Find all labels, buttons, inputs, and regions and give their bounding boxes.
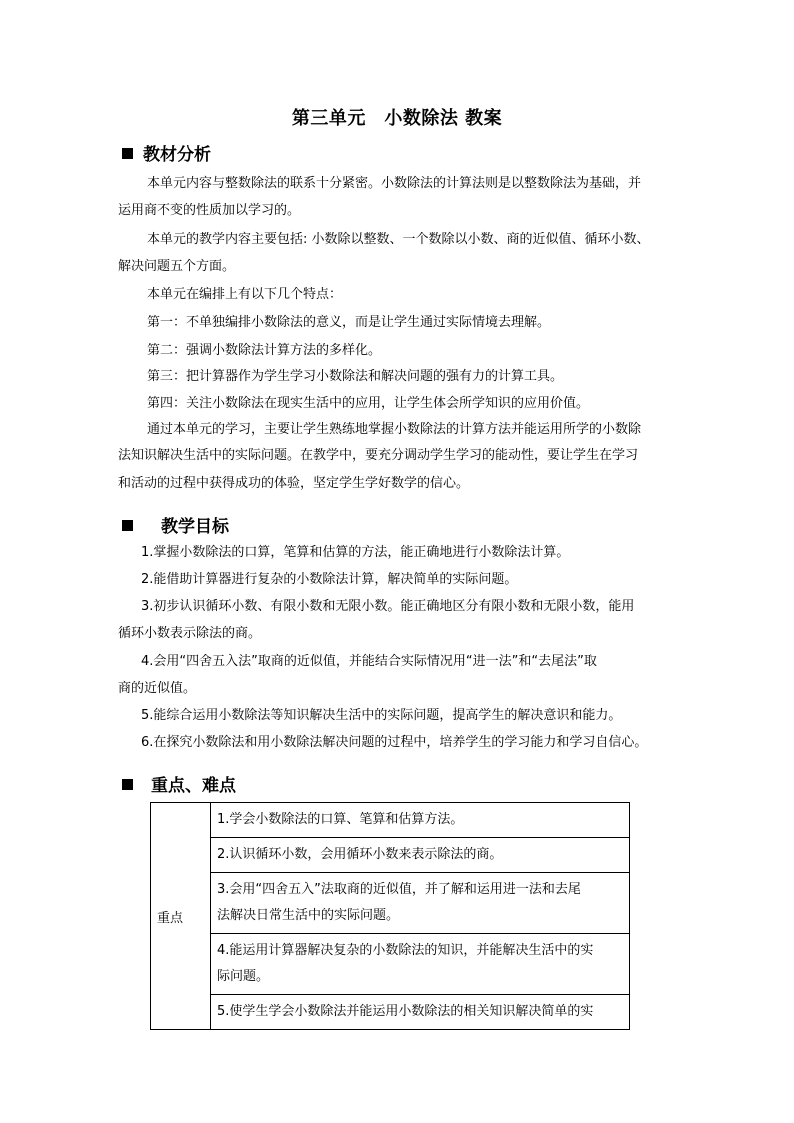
key-points-table <box>150 802 630 1030</box>
analysis-line: 法知识解决生活中的实际问题。在教学中，要充分调动学生学习的能动性，要让学生在学习 <box>118 448 639 463</box>
analysis-line: 通过本单元的学习，主要让学生熟练地掌握小数除法的计算方法并能运用所学的小数除 <box>147 422 642 437</box>
table-row <box>151 803 630 838</box>
analysis-line: 第四：关注小数除法在现实生活中的应用，让学生体会所学知识的应用价值。 <box>147 396 590 411</box>
key-item: 2.认识循环小数，会用循环小数来表示除法的商。 <box>211 838 630 873</box>
analysis-line: 第三：把计算器作为学生学习小数除法和解决问题的强有力的计算工具。 <box>147 369 564 384</box>
key-item: 1.学会小数除法的口算、笔算和估算方法。 <box>211 803 630 838</box>
table-row <box>151 995 630 1030</box>
analysis-line: 第二：强调小数除法计算方法的多样化。 <box>147 343 382 358</box>
analysis-line: 本单元的教学内容主要包括: 小数除以整数、一个数除以小数、商的近似值、循环小数、 <box>147 232 650 247</box>
key-item: 3.会用“四舍五入”法取商的近似值，并了解和运用进一法和去尾 法解决日常生活中的实际问题。 <box>211 873 630 934</box>
square-bullet-icon <box>122 520 133 531</box>
table-row <box>151 873 630 934</box>
square-bullet-icon <box>122 779 133 790</box>
analysis-line: 本单元内容与整数除法的联系十分紧密。小数除法的计算法则是以整数除法为基础，并 <box>147 176 642 191</box>
analysis-line: 第一：不单独编排小数除法的意义，而是让学生通过实际情境去理解。 <box>147 315 551 330</box>
goal-line: 1.掌握小数除法的口算，笔算和估算的方法，能正确地进行小数除法计算。 <box>141 545 570 560</box>
goal-line: 3.初步认识循环小数、有限小数和无限小数。能正确地区分有限小数和无限小数，能用 <box>141 599 635 614</box>
analysis-line: 本单元在编排上有以下几个特点： <box>147 287 343 302</box>
row-label-key: 重点 <box>151 803 211 1030</box>
section-heading-key: 重点、难点 <box>122 771 236 796</box>
analysis-line: 和活动的过程中获得成功的体验，坚定学生学好数学的信心。 <box>118 476 470 491</box>
section-heading-goals: 教学目标 <box>122 512 229 537</box>
goal-line: 2.能借助计算器进行复杂的小数除法计算，解决简单的实际问题。 <box>141 572 518 587</box>
square-bullet-icon <box>122 148 133 159</box>
document-title: 第三单元 小数除法 教案 <box>291 108 503 129</box>
key-item: 4.能运用计算器解决复杂的小数除法的知识，并能解决生活中的实 际问题。 <box>211 934 630 995</box>
goal-line: 商的近似值。 <box>118 681 197 696</box>
goal-line: 4.会用“四舍五入法”取商的近似值，并能结合实际情况用“进一法”和“去尾法”取 <box>141 654 597 669</box>
table-row <box>151 934 630 995</box>
goal-line: 循环小数表示除法的商。 <box>118 626 262 641</box>
table-row <box>151 838 630 873</box>
analysis-line: 运用商不变的性质加以学习的。 <box>118 203 301 218</box>
section-heading-analysis: 教材分析 <box>122 140 211 165</box>
key-item: 5.使学生学会小数除法并能运用小数除法的相关知识解决简单的实 <box>211 995 630 1030</box>
analysis-line: 解决问题五个方面。 <box>118 259 236 274</box>
goal-line: 6.在探究小数除法和用小数除法解决问题的过程中，培养学生的学习能力和学习自信心。 <box>141 735 648 750</box>
goal-line: 5.能综合运用小数除法等知识解决生活中的实际问题，提高学生的解决意识和能力。 <box>141 708 622 723</box>
